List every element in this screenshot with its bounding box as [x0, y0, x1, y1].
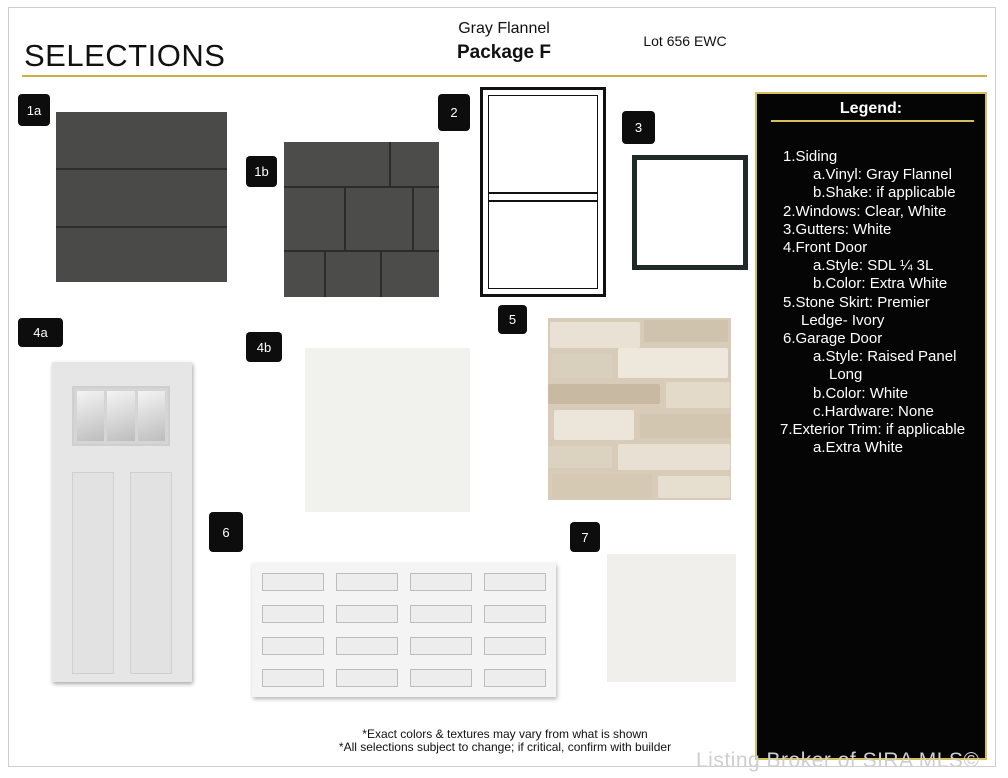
badge-7: 7	[570, 522, 600, 552]
legend-item: 5.Stone Skirt: Premier	[783, 293, 930, 311]
legend-divider	[771, 120, 974, 122]
legend-item: 7.Exterior Trim: if applicable	[780, 421, 966, 439]
badge-4b: 4b	[246, 332, 282, 362]
window-swatch	[480, 87, 606, 297]
shake-siding-swatch	[284, 142, 439, 297]
badge-1b: 1b	[246, 156, 277, 187]
garage-door-image	[252, 563, 556, 697]
legend-list	[780, 148, 966, 457]
legend-item: c.Hardware: None	[813, 402, 934, 420]
lot-label: Lot 656 EWC	[643, 33, 727, 49]
door-color-swatch	[305, 348, 470, 512]
legend-item: a.Extra White	[813, 439, 904, 457]
page-title: SELECTIONS	[24, 38, 226, 73]
legend-item: 4.Front Door	[783, 239, 868, 257]
legend-item: b.Color: White	[813, 384, 909, 402]
legend-item: b.Color: Extra White	[813, 275, 948, 293]
badge-5: 5	[498, 305, 527, 334]
legend-item: b.Shake: if applicable	[813, 184, 956, 202]
legend-item: a.Style: SDL ¼ 3L	[813, 257, 934, 275]
legend-item: 6.Garage Door	[783, 330, 883, 348]
legend-item: a.Style: Raised Panel	[813, 348, 957, 366]
legend-title: Legend:	[839, 100, 903, 117]
package-name: Package F	[457, 42, 551, 63]
badge-3: 3	[622, 111, 655, 144]
disclaimer	[290, 728, 720, 754]
legend-panel	[755, 92, 987, 760]
color-name: Gray Flannel	[458, 20, 550, 37]
badge-2: 2	[438, 94, 470, 131]
stone-skirt-swatch	[548, 318, 731, 500]
disclaimer-line: *Exact colors & textures may vary from what is shown	[362, 727, 648, 741]
front-door-image	[52, 362, 192, 682]
legend-item: 2.Windows: Clear, White	[783, 202, 947, 220]
legend-item: Ledge- Ivory	[801, 311, 885, 329]
watermark: Listing Broker of SIRA MLS©	[696, 749, 980, 772]
legend-item: Long	[829, 366, 863, 384]
legend-item: 3.Gutters: White	[783, 220, 892, 238]
header-divider	[22, 75, 987, 77]
badge-1a: 1a	[18, 94, 50, 126]
gutter-swatch	[632, 155, 748, 270]
siding-vinyl-swatch	[56, 112, 227, 282]
legend-item: a.Vinyl: Gray Flannel	[813, 166, 952, 184]
badge-4a: 4a	[18, 318, 63, 347]
disclaimer-line: *All selections subject to change; if critical, confirm with builder	[338, 740, 672, 754]
legend-item: 1.Siding	[783, 148, 838, 165]
badge-6: 6	[209, 512, 243, 552]
exterior-trim-swatch	[607, 554, 736, 682]
